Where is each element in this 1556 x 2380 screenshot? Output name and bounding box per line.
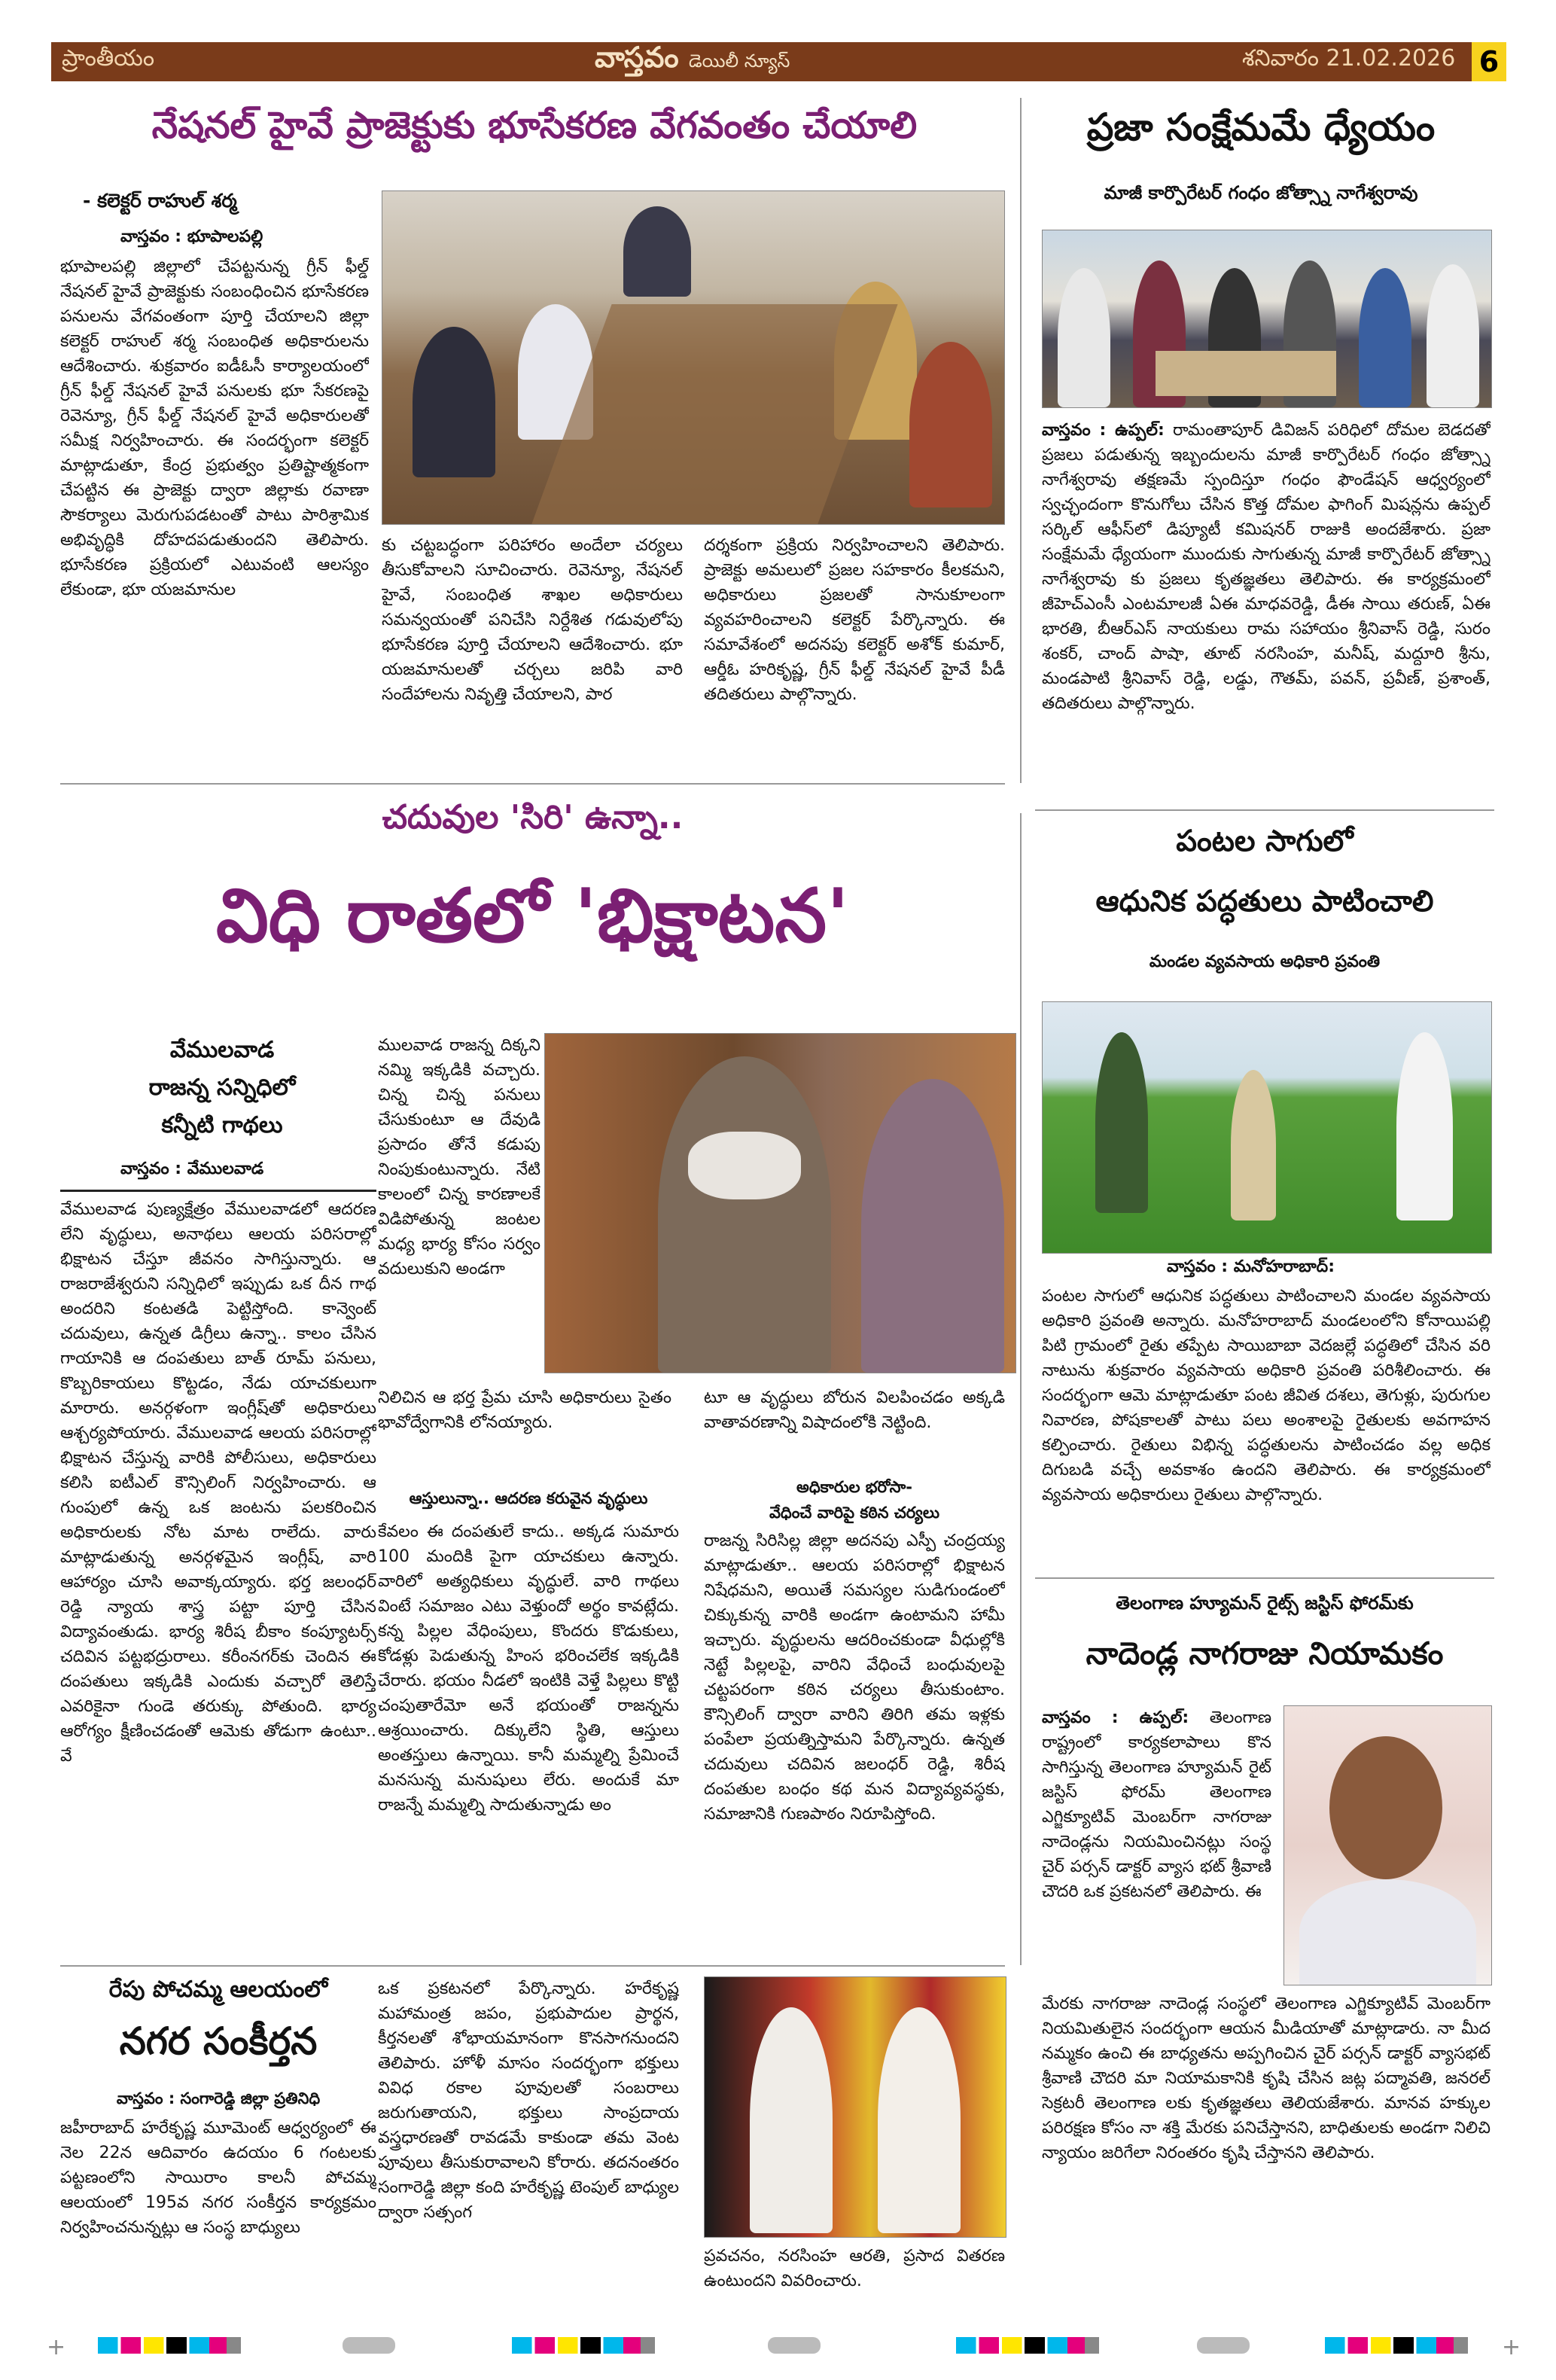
rule bbox=[60, 1190, 376, 1192]
deity-photo bbox=[704, 1976, 1006, 2238]
story1-column-2: కు చట్టబద్ధంగా పరిహారం అందేలా చర్యలు తీసుకోవాలని సూచించారు. రెవెన్యూ, నేషనల్ హైవే, సంబంధిత శాఖల అధికారులు సమన్వయంతో పనిచేసి నిర్దేశిత గడువులోపు భూసేకరణ పూర్తి చేయాలని ఆదేశించారు. భూ యజమానులతో చర్చలు జరిపి వారి సందేహాలను నివృత్తి చేయాలని, పార bbox=[382, 536, 683, 704]
story4-subhead: మండల వ్యవసాయ అధికారి ప్రవంతి bbox=[1149, 952, 1381, 971]
story2-subhead: మాజీ కార్పొరేటర్ గంధం జోత్స్నా నాగేశ్వరావు bbox=[1104, 182, 1418, 203]
meeting-photo bbox=[382, 190, 1005, 525]
story5-body-wide: మేరకు నాగరాజు నాదెండ్ల సంస్థలో తెలంగాణ ఎగ్జిక్యూటివ్ మెంబర్‌గా నియమితులైన సందర్భంగా ఆయన మీడియాతో మాట్లాడారు. నా మీద నమ్మకం ఉంచి ఈ బాధ్యతను అప్పగించిన చైర్ పర్సన్ డాక్టర్ వ్యాసభట్ శ్రీవాణి చౌదరి మా నియామకానికి కృషి చేసిన జట్ల పద్మావతి, జనరల్ సెక్రటరీ తెలంగాణ లకు కృతజ్ఞతలు తెలియజేశారు. మానవ హక్కుల పరిరక్షణ కోసం నా శక్తి మేరకు పనిచేస్తానని, బాధితులకు అండగా నిలిచి న్యాయం జరిగేలా నిరంతరం కృషి చేస్తానని తెలిపారు. bbox=[1042, 1995, 1491, 2162]
story3-column-2b: నిలిచిన ఆ భర్త ప్రేమ చూసి అధికారులు సైతం భావోద్వేగానికి లోనయ్యారు. bbox=[378, 1388, 671, 1432]
page-header-band bbox=[51, 42, 1506, 81]
story2-body: వాస్తవం : ఉప్పల్: రామంతాపూర్ డివిజన్ పరిధిలో దోమల బెడదతో ప్రజలు పడుతున్న ఇబ్బందులను మాజీ కార్పొరేటర్ గంధం జోత్స్నా నాగేశ్వరావు తక్షణమే స్పందిస్తూ గంధం ఫౌండేషన్ ఆధ్వర్యంలో స్వచ్ఛందంగా కొనుగోలు చేసిన కొత్త దోమల ఫాగింగ్ మిషన్లను ఉప్పల్ సర్కిల్ ఆఫీస్‌లో డిప్యూటీ కమిషనర్ రాజుకి అందజేశారు. ప్రజా సంక్షేమమే ధ్యేయంగా ముందుకు సాగుతున్న మాజీ కార్పొరేటర్ జోత్స్నా నాగేశ్వరావు కు ప్రజలు కృతజ్ఞతలు తెలిపారు. ఈ కార్యక్రమంలో జీహెచ్ఎంసీ ఎంటమాలజీ ఏఈ మాధవరెడ్డి, డీఈ సాయి తరుణ్, ఏఈ భారతి, బీఆర్ఎస్ నాయకులు రామ సహాయం శ్రీనివాస్ రెడ్డి, సురం శంకర్, చాంద్ పాషా, తూట్ నరసింహ, మనీష్, మద్దూరి శ్రీను, మండపాటి శ్రీనివాస్ రెడ్డి, లడ్డు, గౌతమ్, పవన్, ప్రవీణ్, ప్రశాంత్, తదితరులు పాల్గొన్నారు. bbox=[1042, 421, 1491, 713]
story6-kicker: రేపు పోచమ్మ ఆలయంలో bbox=[108, 1976, 328, 2003]
crop-mark: + bbox=[47, 2334, 66, 2360]
section-divider bbox=[60, 783, 1005, 785]
color-bar bbox=[98, 2337, 241, 2354]
color-bar bbox=[512, 2337, 655, 2354]
story4-body: పంటల సాగులో ఆధునిక పద్ధతులు పాటించాలని మండల వ్యవసాయ అధికారి ప్రవంతి అన్నారు. మనోహరాబాద్ మండలంలోని కోనాయిపల్లి పిటి గ్రామంలో రైతు తప్పేట సాయిబాబా వెదజల్లే పద్ధతిలో చేసిన వరి నాటును శుక్రవారం వ్యవసాయ అధికారి ప్రవంతి పరిశీలించారు. ఈ సందర్భంగా ఆమె మాట్లాడుతూ పంట జీవిత దశలు, తెగుళ్లు, పురుగుల నివారణ, పోషకాలతో పాటు పలు అంశాలపై రైతులకు అవగాహన కల్పించారు. రైతులు విభిన్న పద్ధతులను పాటించడం వల్ల అధిక దిగుబడి వచ్చే అవకాశం ఉందని తెలిపారు. ఈ కార్యక్రమంలో వ్యవసాయ అధికారులు రైతులు పాల్గొన్నారు. bbox=[1042, 1287, 1491, 1504]
story3-dateline: వాస్తవం : వేములవాడ bbox=[120, 1160, 264, 1178]
story5-kicker: తెలంగాణ హ్యూమన్ రైట్స్ జస్టిస్ ఫోరమ్‌కు bbox=[1116, 1592, 1414, 1614]
story1-headline: నేషనల్ హైవే ప్రాజెక్టుకు భూసేకరణ వేగవంతం చేయాలి bbox=[151, 104, 918, 147]
grey-patch bbox=[343, 2337, 395, 2354]
story3-col3-subhead: అధికారుల భరోసా- వేధించే వారిపై కఠిన చర్యలు bbox=[769, 1478, 940, 1522]
story5-headline: నాదెండ్ల నాగరాజు నియామకం bbox=[1086, 1635, 1444, 1671]
couple-photo bbox=[544, 1033, 1016, 1373]
story3-col2-subhead: ఆస్తులున్నా.. ఆదరణ కరువైన వృద్ధులు bbox=[409, 1489, 648, 1507]
story6-column-2: ఒక ప్రకటనలో పేర్కొన్నారు. హరేకృష్ణ మహామంత్ర జపం, ప్రభుపాదుల ప్రార్థన, కీర్తనలతో శోభాయమానంగా కొనసాగనుందని తెలిపారు. హోళీ మాసం సందర్భంగా భక్తులు వివిధ రకాల పూవులతో సంబరాలు జరుగుతాయని, భక్తులు సాంప్రదాయ వస్త్రధారణతో రావడమే కాకుండా తమ వెంట పూవులు తీసుకురావాలని కోరారు. తదనంతరం సంగారెడ్డి జిల్లా కంది హరేకృష్ణ టెంపుల్ బాధ్యుల ద్వారా సత్సంగ bbox=[378, 1979, 679, 2222]
section-divider bbox=[1035, 1577, 1494, 1579]
story3-side-head: వేములవాడ రాజన్న సన్నిధిలో కన్నీటి గాథలు bbox=[148, 1037, 296, 1138]
story3-column-2c: కేవలం ఈ దంపతులే కాదు.. అక్కడ సుమారు 100 మందికి పైగా యాచకులు ఉన్నారు. వారిలో అత్యధికులు వృద్ధులే. వారి గాథలు వింటే సమాజం ఎటు వెళ్తుందో అర్థం కావట్లేదు. కన్న పిల్లల వేధింపులు, కొందరు కొడుకులు, కోడళ్లు పెడుతున్న హింస భరించలేక ఇక్కడికి చేరారు. భయం నీడలో ఇంటికి వెళ్తే పిల్లలు కొట్టి చంపుతారేమో అనే భయంతో రాజన్నను ఆశ్రయించారు. దిక్కులేని స్థితి, ఆస్తులు అంతస్తులు ఉన్నాయి. కానీ మమ్మల్ని ప్రేమించే మనసున్న మనుషులు లేరు. అందుకే మా రాజన్నే మమ్మల్ని సాదుతున్నాడు అం bbox=[378, 1522, 679, 1815]
story4-headline-1: పంటల సాగులో bbox=[1176, 824, 1354, 858]
story1-dateline: వాస్తవం : భూపాలపల్లి bbox=[120, 227, 263, 246]
section-label: ప్రాంతీయం bbox=[62, 45, 155, 72]
color-bar bbox=[1325, 2337, 1468, 2354]
story2-headline: ప్రజా సంక్షేమమే ధ్యేయం bbox=[1086, 105, 1436, 149]
grey-patch bbox=[768, 2337, 821, 2354]
story3-column-2a: ములవాడ రాజన్న దిక్కని నమ్మి ఇక్కడికి వచ్చారు. చిన్న చిన్న పనులు చేసుకుంటూ ఆ దేవుడి ప్రసాదం తోనే కడుపు నింపుకుంటున్నారు. నేటి కాలంలో చిన్న కారణాలకే విడిపోతున్న జంటల మధ్య భార్య కోసం సర్వం వదులుకుని అండగా bbox=[378, 1036, 540, 1278]
story3-column-3b: రాజన్న సిరిసిల్ల జిల్లా అదనపు ఎస్పీ చంద్రయ్య మాట్లాడుతూ.. ఆలయ పరిసరాల్లో భిక్షాటన నిషేధమని, అయితే సమస్యల సుడిగుండంలో చిక్కుకున్న వారికి అండగా ఉంటామని హామీ ఇచ్చారు. వృద్ధులను ఆదరించకుండా వీధుల్లోకి నెట్టే పిల్లలపై, వారిని వేధించే బంధువులపై చట్టపరంగా కఠిన చర్యలు తీసుకుంటాం. కౌన్సిలింగ్ ద్వారా వారిని తిరిగి తమ ఇళ్లకు పంపేలా ప్రయత్నిస్తామని పేర్కొన్నారు. ఉన్నత చదువులు చదివిన జలంధర్ రెడ్డి, శిరీష దంపతుల బంధం కథ మన విద్యావ్యవస్థకు, సమాజానికి గుణపాఠం నిరూపిస్తోంది. bbox=[704, 1531, 1005, 1824]
story4-dateline: వాస్తవం : మనోహరాబాద్: bbox=[1167, 1257, 1335, 1276]
story4-headline-2: ఆధునిక పద్ధతులు పాటించాలి bbox=[1095, 885, 1434, 919]
issue-date: శనివారం 21.02.2026 bbox=[1242, 45, 1456, 72]
story5-body-narrow: వాస్తవం : ఉప్పల్: తెలంగాణ రాష్ట్రంలో కార్యకలాపాలు కొన సాగిస్తున్న తెలంగాణ హ్యూమన్ రైట్ జస్టిస్ ఫోరమ్ తెలంగాణ ఎగ్జిక్యూటివ్ మెంబర్‌గా నాగరాజు నాదెండ్లను నియమించినట్లు సంస్థ చైర్ పర్సన్ డాక్టర్ వ్యాస భట్ శ్రీవాణి చౌదరి ఒక ప్రకటనలో తెలిపారు. ఈ bbox=[1042, 1708, 1271, 1901]
crop-mark: + bbox=[1502, 2334, 1521, 2360]
color-bar bbox=[956, 2337, 1099, 2354]
story1-column-3: దర్శకంగా ప్రక్రియ నిర్వహించాలని తెలిపారు. ప్రాజెక్టు అమలులో ప్రజల సహకారం కీలకమని, అధికారులు ప్రజలతో సానుకూలంగా వ్యవహరించాలని కలెక్టర్ పేర్కొన్నారు. ఈ సమావేశంలో అదనపు కలెక్టర్ అశోక్ కుమార్, ఆర్డీఓ హరికృష్ణ, గ్రీన్ ఫీల్డ్ నేషనల్ హైవే పీడీ తదితరులు పాల్గొన్నారు. bbox=[704, 536, 1005, 704]
story6-column-3: ప్రవచనం, నరసింహ ఆరతి, ప్రసాద వితరణ ఉంటుందని వివరించారు. bbox=[704, 2247, 1005, 2290]
story1-column-1: భూపాలపల్లి జిల్లాలో చేపట్టనున్న గ్రీన్ ఫీల్డ్ నేషనల్ హైవే ప్రాజెక్టుకు సంబంధించిన భూసేకరణ పనులను వేగవంతంగా పూర్తి చేయాలని జిల్లా కలెక్టర్ రాహుల్ శర్మ సంబంధిత అధికారులను ఆదేశించారు. శుక్రవారం ఐడీఓసీ కార్యాలయంలో గ్రీన్ ఫీల్డ్ నేషనల్ హైవే పనులకు భూ సేకరణపై రెవెన్యూ, గ్రీన్ ఫీల్డ్ నేషనల్ హైవే అధికారులతో సమీక్ష నిర్వహించారు. ఈ సందర్భంగా కలెక్టర్ మాట్లాడుతూ, కేంద్ర ప్రభుత్వం ప్రతిష్టాత్మకంగా చేపట్టిన ఈ ప్రాజెక్టు ద్వారా జిల్లాకు రవాణా సౌకర్యాలు మెరుగుపడటంతో పాటు పారిశ్రామిక అభివృద్ధికి దోహదపడుతుందని తెలిపారు. భూసేకరణ ప్రక్రియలో ఎటువంటి ఆలస్యం లేకుండా, భూ యజమానుల bbox=[60, 258, 369, 599]
section-divider bbox=[60, 1965, 1005, 1967]
portrait-photo bbox=[1283, 1705, 1492, 1985]
column-divider bbox=[1020, 98, 1022, 783]
grey-patch bbox=[1197, 2337, 1250, 2354]
masthead: వాస్తవం డెయిలీ న్యూస్ bbox=[595, 41, 790, 74]
story6-column-1: జహీరాబాద్ హరేకృష్ణ మూమెంట్ ఆధ్వర్యంలో ఈ నెల 22న ఆదివారం ఉదయం 6 గంటలకు పట్టణంలోని సాయిరాం కాలనీ పోచమ్మ ఆలయంలో 195వ నగర సంకీర్తన కార్యక్రమం నిర్వహించనున్నట్లు ఆ సంస్థ బాధ్యులు bbox=[60, 2119, 376, 2237]
story3-column-3a: టూ ఆ వృద్ధులు బోరున విలపించడం అక్కడి వాతావరణాన్ని విషాదంలోకి నెట్టింది. bbox=[704, 1388, 1005, 1432]
story6-dateline: వాస్తవం : సంగారెడ్డి జిల్లా ప్రతినిధి bbox=[116, 2089, 321, 2107]
story1-byline: - కలెక్టర్ రాహుల్ శర్మ bbox=[83, 190, 237, 212]
section-divider bbox=[1035, 809, 1494, 811]
story3-kicker: చదువుల 'సిరి' ఉన్నా.. bbox=[382, 798, 684, 837]
column-divider bbox=[1020, 813, 1022, 1965]
group-photo bbox=[1042, 230, 1492, 408]
page-number: 6 bbox=[1472, 42, 1506, 81]
story3-headline: విధి రాతలో 'భిక్షాటన' bbox=[216, 873, 849, 959]
story6-headline: నగర సంకీర్తన bbox=[119, 2019, 318, 2063]
paddy-field-photo bbox=[1042, 1001, 1492, 1254]
story3-column-1: వేములవాడ పుణ్యక్షేత్రం వేములవాడలో ఆదరణ లేని వృద్ధులు, అనాథలు ఆలయ పరిసరాల్లో భిక్షాటన చేస్తూ జీవనం సాగిస్తున్నారు. ఆ రాజరాజేశ్వరుని సన్నిధిలో ఇప్పుడు ఒక దీన గాథ అందరిని కంటతడి పెట్టిస్తోంది. కాన్వెంట్ చదువులు, ఉన్నత డిగ్రీలు ఉన్నా.. కాలం చేసిన గాయానికి ఆ దంపతులు బాత్ రూమ్ పనులు, కొబ్బరికాయలు కొట్టడం, నేడు యాచకులుగా మారారు. అనర్గళంగా ఇంగ్లీష్‌తో అధికారులు ఆశ్చర్యపోయారు. వేములవాడ ఆలయ పరిసరాల్లో భిక్షాటన చేస్తున్న వారికి పోలీసులు, అధికారులు కలిసి ఐటీఎల్ కౌన్సిలింగ్ నిర్వహించారు. ఆ గుంపులో ఉన్న ఒక జంటను పలకరించిన అధికారులకు నోట మాట రాలేదు. వారు మాట్లాడుతున్న అనర్గళమైన ఇంగ్లీష్, వారి ఆహార్యం చూసి అవాక్కయ్యారు. భర్త జలంధర్ రెడ్డి న్యాయ శాస్త్ర పట్టా పూర్తి చేసిన విద్యావంతుడు. భార్య శిరీష బీకాం కంప్యూటర్స్ చదివిన పట్టభద్రురాలు. కరీంనగర్‌కు చెందిన ఈ దంపతులు ఇక్కడికి ఎందుకు వచ్చారో తెలిస్తే ఎవరికైనా గుండె తరుక్కు పోతుంది. భార్య ఆరోగ్యం క్షీణించడంతో ఆమెకు తోడుగా ఉంటూ.. వే bbox=[60, 1200, 376, 1766]
